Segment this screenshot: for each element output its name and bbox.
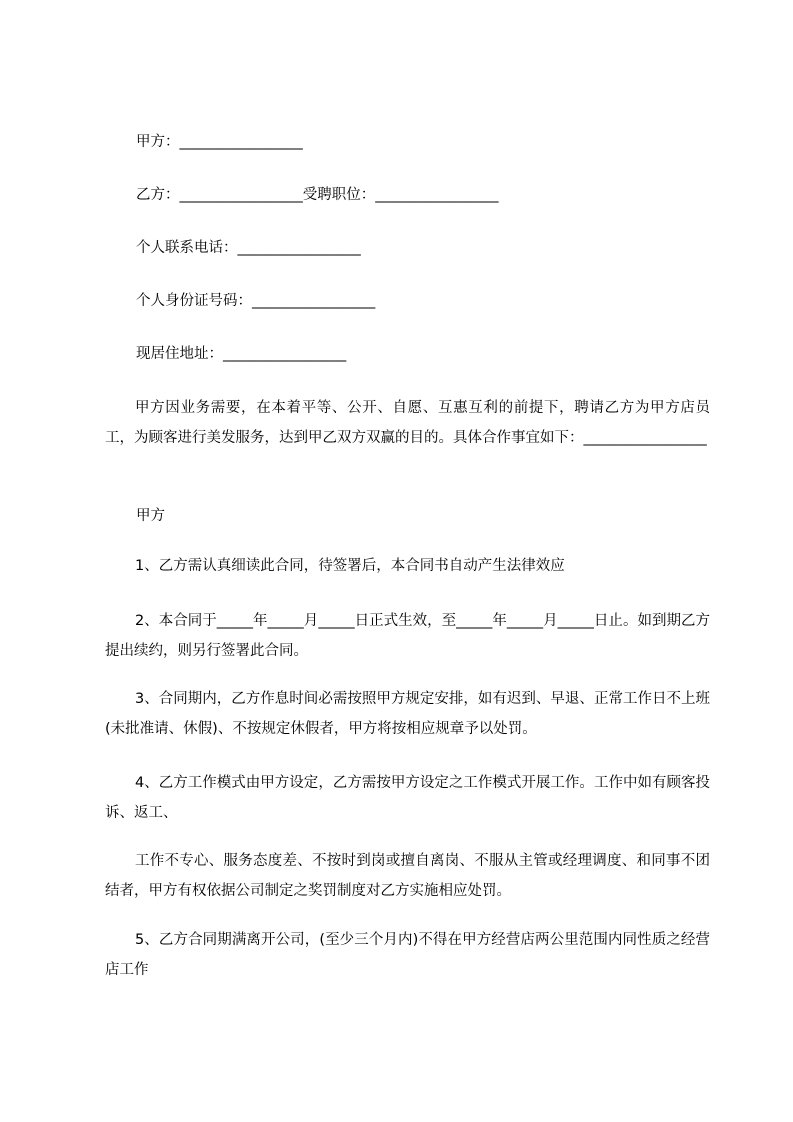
id-number-field: 个人身份证号码：_________________ [136, 293, 376, 309]
clause-1: 1、乙方需认真细读此合同，待签署后，本合同书自动产生法律效应 [135, 558, 565, 574]
clause-3: 3、合同期内，乙方作息时间必需按照甲方规定安排，如有迟到、早退、正常工作日不上班(未批准请、休假)、不按规定休假者，甲方将按相应规章予以处罚。 [105, 691, 710, 737]
intro-paragraph: 甲方因业务需要，在本着平等、公开、自愿、互惠互利的前提下，聘请乙方为甲方店员工，为顾客进行美发服务，达到甲乙双方双赢的目的。具体合作事宜如下：_________________ [105, 400, 710, 446]
clause-2: 2、本合同于_____年_____月_____日正式生效，至_____年_____月_____日止。如到期乙方提出续约，则另行签署此合同。 [105, 613, 710, 659]
section-heading: 甲方 [136, 508, 165, 524]
party-b-field: 乙方：_________________受聘职位：_________________ [136, 187, 499, 203]
clause-4: 4、乙方工作模式由甲方设定，乙方需按甲方设定之工作模式开展工作。工作中如有顾客投诉、返工、 [105, 775, 710, 821]
clause-4-continued: 工作不专心、服务态度差、不按时到岗或擅自离岗、不服从主管或经理调度、和同事不团结者，甲方有权依据公司制定之奖罚制度对乙方实施相应处罚。 [105, 853, 710, 899]
phone-field: 个人联系电话：_________________ [136, 240, 361, 256]
party-a-field: 甲方：_________________ [136, 134, 303, 150]
address-field: 现居住地址：_________________ [136, 346, 347, 362]
clause-5: 5、乙方合同期满离开公司，(至少三个月内)不得在甲方经营店两公里范围内同性质之经营店工作 [105, 932, 710, 978]
